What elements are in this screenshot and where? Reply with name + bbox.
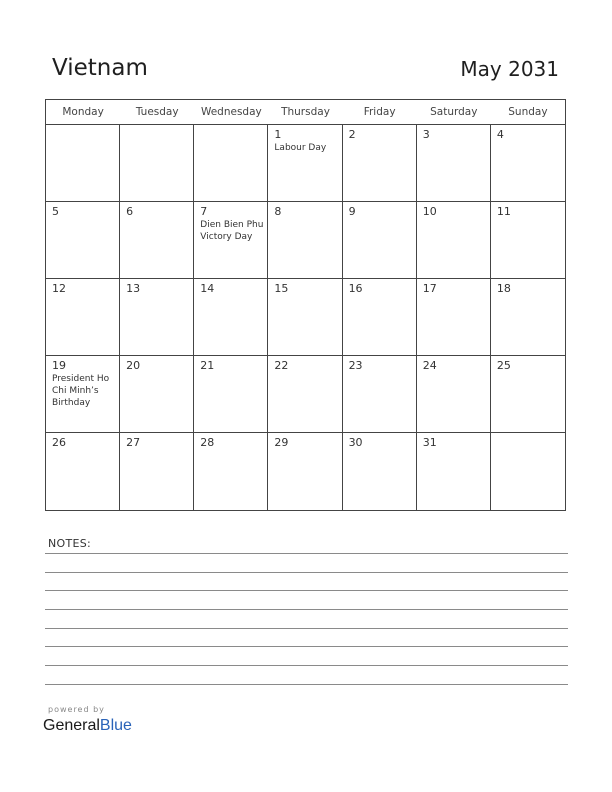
notes-label: NOTES: xyxy=(48,537,92,550)
day-number: 19 xyxy=(52,359,66,372)
day-cell[interactable] xyxy=(268,202,342,279)
day-number: 20 xyxy=(126,359,141,372)
day-number: 23 xyxy=(348,359,363,372)
day-cell[interactable] xyxy=(46,125,120,202)
day-cell[interactable] xyxy=(120,202,194,279)
day-number: 5 xyxy=(52,205,59,218)
day-cell[interactable] xyxy=(268,125,342,202)
day-number: 30 xyxy=(348,436,363,449)
day-number: 9 xyxy=(348,205,356,218)
day-number: 12 xyxy=(52,282,66,295)
day-number: 15 xyxy=(274,282,289,295)
day-cell[interactable] xyxy=(491,356,565,433)
day-cell[interactable] xyxy=(120,279,194,356)
day-cell[interactable] xyxy=(417,356,491,433)
day-number: 1 xyxy=(274,128,282,141)
day-cell[interactable] xyxy=(268,279,342,356)
day-cell[interactable] xyxy=(194,125,268,202)
notes-line xyxy=(45,684,568,685)
day-cell[interactable] xyxy=(417,433,491,510)
day-number: 4 xyxy=(496,128,504,141)
day-cell[interactable] xyxy=(417,279,491,356)
day-cell[interactable] xyxy=(120,356,194,433)
day-cell[interactable] xyxy=(491,279,565,356)
day-cell[interactable] xyxy=(120,125,194,202)
day-number: 31 xyxy=(422,436,437,449)
notes-line xyxy=(45,553,568,554)
day-number: 13 xyxy=(126,282,141,295)
day-cell[interactable] xyxy=(343,433,417,510)
day-cell[interactable] xyxy=(194,356,268,433)
day-cell[interactable] xyxy=(46,433,120,510)
day-cell[interactable] xyxy=(46,279,120,356)
day-cell[interactable] xyxy=(268,433,342,510)
day-number: 6 xyxy=(126,205,134,218)
day-number: 14 xyxy=(200,282,215,295)
day-number: 11 xyxy=(496,205,511,218)
month-year-label: May 2031 xyxy=(460,57,559,81)
day-cell[interactable] xyxy=(268,356,342,433)
weekday-label: Tuesday xyxy=(135,106,179,118)
day-cell[interactable] xyxy=(491,202,565,279)
day-cell[interactable] xyxy=(343,202,417,279)
notes-line xyxy=(45,665,568,666)
day-number: 7 xyxy=(200,205,208,218)
day-number: 21 xyxy=(200,359,215,372)
calendar-grid xyxy=(45,99,566,511)
generalblue-logo[interactable] xyxy=(43,717,132,735)
day-number: 25 xyxy=(496,359,511,372)
day-cell[interactable] xyxy=(46,202,120,279)
notes-line xyxy=(45,609,568,610)
weekday-label: Thursday xyxy=(281,106,330,118)
day-cell[interactable] xyxy=(491,125,565,202)
calendar-body xyxy=(46,125,565,510)
day-number: 10 xyxy=(422,205,437,218)
day-cell[interactable] xyxy=(343,356,417,433)
day-number: 2 xyxy=(348,128,356,141)
day-cell[interactable] xyxy=(194,202,268,279)
weekday-label: Saturday xyxy=(430,106,478,118)
day-number: 22 xyxy=(274,359,289,372)
brand-general: General xyxy=(43,717,100,734)
day-cell[interactable] xyxy=(417,202,491,279)
notes-line xyxy=(45,646,568,647)
weekday-header xyxy=(46,100,565,125)
day-number: 28 xyxy=(200,436,215,449)
weekday-label: Sunday xyxy=(508,106,548,118)
day-cell[interactable] xyxy=(417,125,491,202)
weekday-label: Wednesday xyxy=(200,106,262,118)
holiday-label: Dien Bien Phu Victory Day xyxy=(200,220,264,242)
holiday-label: Labour Day xyxy=(274,143,327,153)
day-cell[interactable] xyxy=(194,433,268,510)
day-number: 8 xyxy=(274,205,282,218)
day-cell[interactable] xyxy=(343,279,417,356)
day-cell[interactable] xyxy=(120,433,194,510)
day-number: 16 xyxy=(348,282,363,295)
notes-line xyxy=(45,628,568,629)
brand-blue: Blue xyxy=(99,717,132,734)
day-cell[interactable] xyxy=(46,356,120,433)
notes-line xyxy=(45,572,568,573)
country-title: Vietnam xyxy=(52,55,148,81)
day-number: 27 xyxy=(126,436,141,449)
powered-by-text: powered by xyxy=(48,705,105,714)
weekday-label: Monday xyxy=(62,106,104,118)
day-cell[interactable] xyxy=(194,279,268,356)
day-cell[interactable] xyxy=(343,125,417,202)
holiday-label: President Ho Chi Minh’s Birthday xyxy=(52,374,110,408)
day-number: 17 xyxy=(422,282,437,295)
day-number: 3 xyxy=(422,128,430,141)
notes-line xyxy=(45,590,568,591)
day-number: 26 xyxy=(52,436,66,449)
day-number: 24 xyxy=(422,359,437,372)
day-number: 29 xyxy=(274,436,289,449)
day-cell[interactable] xyxy=(491,433,565,510)
day-number: 18 xyxy=(496,282,511,295)
weekday-label: Friday xyxy=(363,106,396,118)
